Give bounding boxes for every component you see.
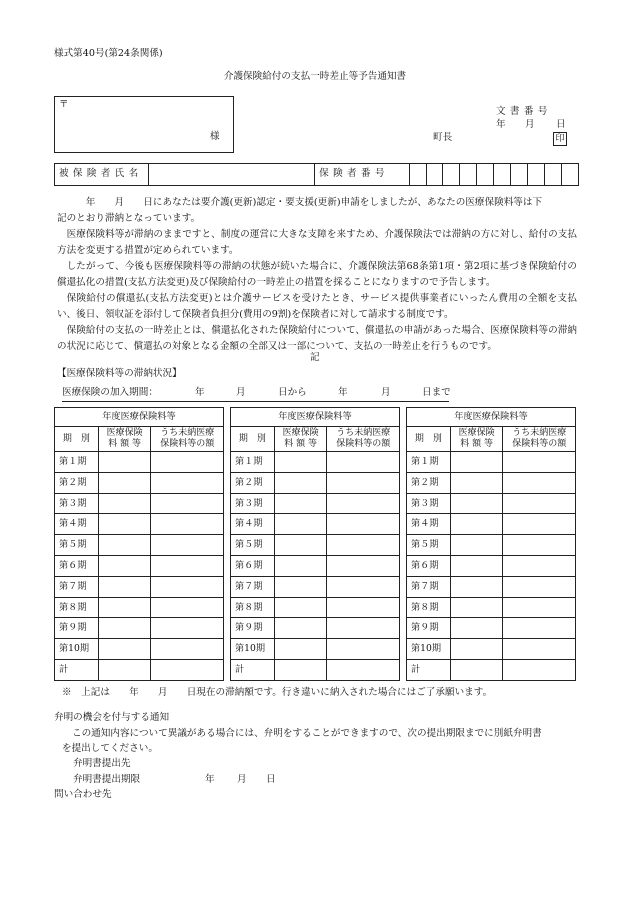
table-row (407, 493, 576, 514)
table-row (55, 618, 224, 639)
col-unpaid-label (503, 427, 576, 452)
col-unpaid-line-1: うち未納医療 (336, 428, 391, 438)
insurer-number-label: 保険者番号 (315, 164, 409, 186)
table-row (407, 452, 576, 473)
insured-name-cell (149, 164, 315, 186)
unpaid-cell (151, 576, 224, 597)
arrears-table-2 (230, 407, 400, 681)
amount-cell (98, 618, 151, 639)
period-label: 第７期 (55, 576, 99, 597)
form-number: 様式第40号(第24条関係) (54, 48, 163, 59)
amount-cell (274, 639, 327, 660)
amount-cell (98, 452, 151, 473)
period-label: 第２期 (55, 472, 99, 493)
amount-cell (450, 618, 503, 639)
insurance-period-label: 医療保険の加入期間： (62, 387, 158, 398)
period-from-month: 月 (236, 387, 246, 398)
amount-cell (274, 555, 327, 576)
contact-label: 問い合わせ先 (54, 789, 112, 800)
deadline-month: 月 (237, 774, 247, 785)
period-label: 第10期 (55, 639, 99, 660)
total-unpaid-cell (503, 659, 576, 680)
col-unpaid-label (327, 427, 400, 452)
unpaid-cell (151, 452, 224, 473)
notice-title: 弁明の機会を付与する通知 (54, 712, 170, 723)
submit-to-label: 弁明書提出先 (73, 758, 131, 769)
period-label: 第８期 (55, 597, 99, 618)
insurer-number-digit (426, 164, 443, 186)
amount-cell (98, 597, 151, 618)
unpaid-cell (151, 639, 224, 660)
total-label: 計 (231, 659, 275, 680)
unpaid-cell (151, 555, 224, 576)
arrears-note: ※ 上記は 年 月 日現在の滞納額です。行き違いに納入された場合にはご了承願います。 (62, 687, 493, 698)
amount-cell (274, 452, 327, 473)
col-amount-label (450, 427, 503, 452)
period-to-day: 日まで (422, 387, 451, 398)
unpaid-cell (503, 514, 576, 535)
table-header: 年度医療保険料等 (55, 408, 224, 427)
mayor-label: 町長 (433, 132, 453, 143)
amount-cell (98, 514, 151, 535)
table-row (55, 514, 224, 535)
amount-cell (274, 576, 327, 597)
period-label: 第10期 (407, 639, 451, 660)
col-period-label: 期 別 (231, 427, 275, 452)
table-row (231, 493, 400, 514)
unpaid-cell (327, 555, 400, 576)
period-to-month: 月 (381, 387, 391, 398)
paragraph-1-line-1: 年 月 日にあなたは要介護(更新)認定・要支援(更新)申請をしましたが、あなたの医療保険料等は下 (57, 197, 543, 208)
unpaid-cell (503, 576, 576, 597)
period-from-day: 日から (278, 387, 307, 398)
issue-day: 日 (556, 119, 566, 130)
amount-cell (450, 493, 503, 514)
col-unpaid-line-2: 保険料等の額 (336, 439, 391, 449)
amount-cell (450, 639, 503, 660)
unpaid-cell (503, 535, 576, 556)
deadline-day: 日 (266, 774, 276, 785)
period-label: 第３期 (55, 493, 99, 514)
col-unpaid-line-1: うち未納医療 (512, 428, 567, 438)
table-header: 年度医療保険料等 (407, 408, 576, 427)
unpaid-cell (151, 514, 224, 535)
unpaid-cell (503, 452, 576, 473)
table-row (407, 639, 576, 660)
unpaid-cell (327, 576, 400, 597)
period-label: 第４期 (231, 514, 275, 535)
col-unpaid-line-1: うち未納医療 (160, 428, 215, 438)
total-amount-cell (274, 659, 327, 680)
table-row (407, 472, 576, 493)
period-label: 第３期 (231, 493, 275, 514)
table-row (55, 452, 224, 473)
table-row (407, 618, 576, 639)
amount-cell (98, 493, 151, 514)
period-label: 第７期 (407, 576, 451, 597)
period-label: 第４期 (407, 514, 451, 535)
table-row (231, 472, 400, 493)
paragraph-5: 保険給付の支払の一時差止とは、償還払化された保険給付について、償還払の申請があった場合、医療保険料等の滞納の状況に応じて、償還払の対象となる金額の全部又は一部について、支払の一時差止を行うものです。 (57, 325, 577, 352)
amount-cell (450, 576, 503, 597)
unpaid-cell (503, 618, 576, 639)
unpaid-cell (327, 639, 400, 660)
unpaid-cell (327, 452, 400, 473)
honorific-sama: 様 (210, 131, 220, 142)
insurer-number-digit (511, 164, 528, 186)
period-label: 第５期 (55, 535, 99, 556)
table-row (407, 576, 576, 597)
amount-cell (274, 493, 327, 514)
period-label: 第８期 (407, 597, 451, 618)
col-amount-line-2: 料 額 等 (460, 439, 493, 449)
paragraph-1-line-2: 記のとおり滞納となっています。 (57, 213, 201, 224)
table-header: 年度医療保険料等 (231, 408, 400, 427)
period-label: 第７期 (231, 576, 275, 597)
amount-cell (274, 514, 327, 535)
period-label: 第５期 (407, 535, 451, 556)
period-label: 第９期 (407, 618, 451, 639)
period-label: 第１期 (231, 452, 275, 473)
postal-mark: 〒 (59, 99, 69, 110)
col-unpaid-line-2: 保険料等の額 (160, 439, 215, 449)
seal-icon: 印 (553, 132, 567, 146)
total-label: 計 (407, 659, 451, 680)
arrears-table-3 (406, 407, 576, 681)
insurer-number-digit (528, 164, 545, 186)
arrears-table-1 (54, 407, 224, 681)
issue-month: 月 (525, 119, 535, 130)
table-total-row (407, 659, 576, 680)
period-label: 第９期 (231, 618, 275, 639)
total-unpaid-cell (327, 659, 400, 680)
period-label: 第１期 (407, 452, 451, 473)
col-amount-line-2: 料 額 等 (284, 439, 317, 449)
paragraph-3: したがって、今後も医療保険料等の滞納の状態が続いた場合に、介護保険法第68条第1項・第2項に基づき保険給付の償還払化の措置(支払方法変更)及び保険給付の一時差止の措置を採ることになりますので予告します。 (57, 261, 577, 288)
insured-info-table (54, 163, 579, 186)
col-unpaid-label (151, 427, 224, 452)
unpaid-cell (151, 535, 224, 556)
table-row (231, 597, 400, 618)
amount-cell (450, 597, 503, 618)
unpaid-cell (503, 597, 576, 618)
period-label: 第６期 (55, 555, 99, 576)
period-label: 第10期 (231, 639, 275, 660)
amount-cell (450, 555, 503, 576)
col-unpaid-line-2: 保険料等の額 (512, 439, 567, 449)
table-row (407, 555, 576, 576)
period-label: 第４期 (55, 514, 99, 535)
amount-cell (98, 472, 151, 493)
col-period-label: 期 別 (55, 427, 99, 452)
unpaid-cell (327, 618, 400, 639)
table-row (55, 535, 224, 556)
table-row (55, 639, 224, 660)
table-row (55, 493, 224, 514)
insured-name-label: 被保険者氏名 (55, 164, 149, 186)
notice-line-1: この通知内容について異議がある場合には、弁明をすることができますので、次の提出期限までに別紙弁明書 (72, 728, 542, 739)
insurer-number-digit (561, 164, 578, 186)
table-row (55, 597, 224, 618)
amount-cell (450, 472, 503, 493)
table-row (407, 597, 576, 618)
period-to-year: 年 (338, 387, 348, 398)
deadline-label: 弁明書提出期限 (73, 774, 141, 785)
period-label: 第８期 (231, 597, 275, 618)
amount-cell (450, 514, 503, 535)
table-row (231, 452, 400, 473)
col-amount-line-2: 料 額 等 (108, 439, 141, 449)
unpaid-cell (503, 493, 576, 514)
col-amount-label (98, 427, 151, 452)
amount-cell (98, 555, 151, 576)
amount-cell (274, 535, 327, 556)
amount-cell (274, 597, 327, 618)
col-amount-label (274, 427, 327, 452)
unpaid-cell (151, 597, 224, 618)
unpaid-cell (151, 618, 224, 639)
table-total-row (231, 659, 400, 680)
unpaid-cell (151, 472, 224, 493)
col-amount-line-1: 医療保険 (282, 428, 319, 438)
amount-cell (450, 452, 503, 473)
col-amount-line-1: 医療保険 (458, 428, 495, 438)
table-row (55, 576, 224, 597)
amount-cell (98, 639, 151, 660)
doc-number-label: 文書番号 (496, 106, 552, 117)
total-unpaid-cell (151, 659, 224, 680)
table-row (55, 472, 224, 493)
paragraph-2: 医療保険料等が滞納のままですと、制度の運営に大きな支障を来すため、介護保険法では滞納の方に対し、給付の支払方法を変更する措置が定められています。 (57, 229, 577, 256)
unpaid-cell (327, 472, 400, 493)
unpaid-cell (151, 493, 224, 514)
paragraph-4: 保険給付の償還払(支払方法変更)とは介護サービスを受けたとき、サービス提供事業者にいったん費用の全額を支払い、後日、領収証を添付して保険者負担分(費用の9割)を保険者に対して請求する制度です。 (57, 293, 577, 320)
table-row (231, 639, 400, 660)
unpaid-cell (327, 493, 400, 514)
amount-cell (450, 535, 503, 556)
deadline-year: 年 (205, 774, 215, 785)
unpaid-cell (327, 535, 400, 556)
seal-mark (553, 132, 567, 146)
period-label: 第９期 (55, 618, 99, 639)
table-row (231, 618, 400, 639)
period-label: 第２期 (231, 472, 275, 493)
insurer-number-digit (460, 164, 477, 186)
table-row (231, 576, 400, 597)
table-row (231, 535, 400, 556)
unpaid-cell (327, 514, 400, 535)
insurance-period-line (62, 387, 449, 402)
total-label: 計 (55, 659, 99, 680)
col-amount-line-1: 医療保険 (106, 428, 143, 438)
period-label: 第１期 (55, 452, 99, 473)
period-label: 第５期 (231, 535, 275, 556)
total-amount-cell (450, 659, 503, 680)
insurer-number-digit (477, 164, 494, 186)
table-row (231, 514, 400, 535)
table-row (407, 514, 576, 535)
unpaid-cell (327, 597, 400, 618)
table-row (407, 535, 576, 556)
insurer-number-digit (443, 164, 460, 186)
unpaid-cell (503, 472, 576, 493)
unpaid-cell (503, 639, 576, 660)
table-row (231, 555, 400, 576)
insurer-number-digit (544, 164, 561, 186)
notice-body (57, 195, 577, 355)
section-title: 【医療保険料等の滞納状況】 (57, 368, 182, 379)
amount-cell (274, 618, 327, 639)
issue-year: 年 (496, 119, 506, 130)
total-amount-cell (98, 659, 151, 680)
period-from-year: 年 (195, 387, 205, 398)
table-row (55, 555, 224, 576)
document-title: 介護保険給付の支払一時差止等予告通知書 (223, 71, 407, 82)
period-label: 第２期 (407, 472, 451, 493)
amount-cell (274, 472, 327, 493)
table-total-row (55, 659, 224, 680)
insurer-number-digit (494, 164, 511, 186)
period-label: 第６期 (407, 555, 451, 576)
period-label: 第３期 (407, 493, 451, 514)
notice-line-2: を提出してください。 (62, 743, 158, 754)
amount-cell (98, 576, 151, 597)
amount-cell (98, 535, 151, 556)
address-box (54, 96, 234, 153)
period-label: 第６期 (231, 555, 275, 576)
unpaid-cell (503, 555, 576, 576)
col-period-label: 期 別 (407, 427, 451, 452)
insurer-number-digit (409, 164, 426, 186)
ki-mark: 記 (310, 352, 320, 363)
